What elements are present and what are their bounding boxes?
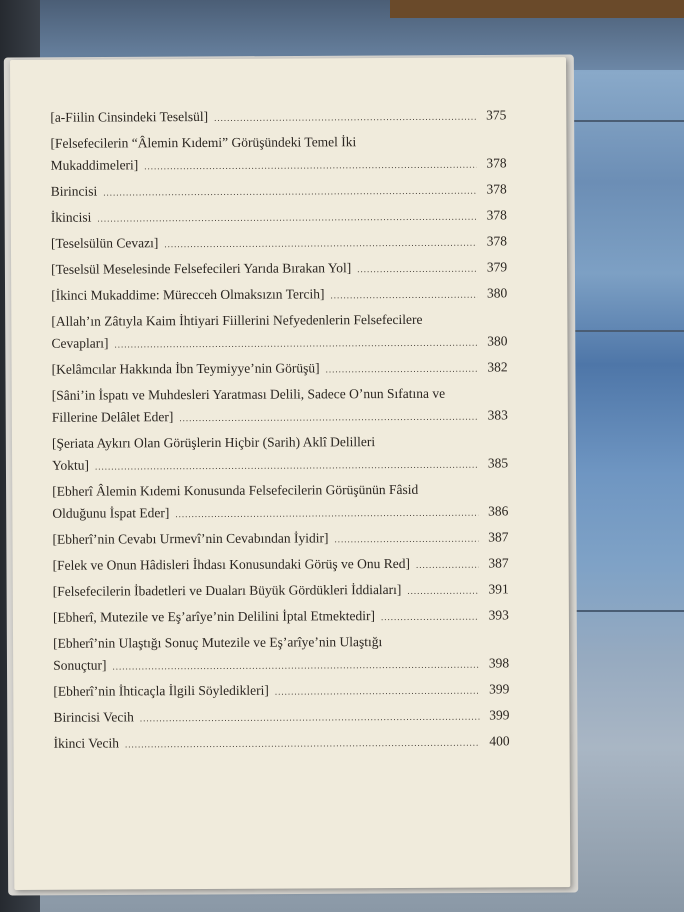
toc-entry-title: İkincisi: [50, 209, 92, 225]
dot-leader: [97, 212, 477, 224]
toc-entry-line: [52, 503, 508, 531]
toc-entry-title: Cevapları]: [51, 335, 109, 351]
dot-leader: [407, 586, 478, 596]
toc-entry: [51, 207, 507, 235]
toc-entry: [52, 481, 508, 531]
toc-entry-title: Olduğunu İspat Eder]: [52, 505, 170, 521]
toc-entry: [54, 733, 510, 761]
dot-leader: [326, 364, 478, 375]
toc-entry-line: [51, 333, 507, 361]
toc-entry-line: [53, 681, 509, 709]
toc-entry-title: Mukaddimeleri]: [50, 157, 139, 173]
toc-entry: [51, 285, 507, 313]
toc-entry-title: [Ebherî’nin İhticaçla İlgili Söyledikleri]: [53, 682, 269, 699]
dot-leader: [416, 560, 479, 570]
toc-entry-title: [Teselsülün Cevazı]: [50, 235, 159, 251]
toc-page-number: 378: [486, 207, 507, 223]
toc-entry-title: Sonuçtur]: [53, 657, 107, 673]
toc-page-number: 375: [486, 107, 507, 123]
toc-entry-title: [Ebherî’nin Cevabı Urmevî’nin Cevabından İyidir]: [52, 530, 329, 547]
toc-page-number: 385: [487, 455, 509, 471]
toc-page-number: 380: [486, 285, 508, 301]
toc-entry-line: [54, 733, 510, 761]
toc-entry: [50, 107, 506, 135]
table-of-contents: [50, 107, 509, 761]
toc-entry-line: [53, 607, 509, 635]
toc-page-number: 398: [488, 655, 510, 671]
toc-page-number: 393: [488, 607, 509, 623]
toc-page-number: 399: [489, 707, 510, 723]
book-page: [10, 57, 570, 890]
plank-seam: [560, 330, 684, 332]
toc-entry-line: [53, 581, 509, 609]
toc-entry-line: [53, 655, 509, 683]
plank-seam: [560, 610, 684, 612]
toc-entry-title-line: [Sâni’in İspatı ve Muhdesleri Yaratması Delili, Sadece O’nun Sıfatına ve: [51, 385, 446, 403]
toc-entry: [51, 259, 507, 287]
toc-entry-title-line: [Ebherî’nin Ulaştığı Sonuç Mutezile ve Eş’arîye’nin Ulaştığı: [53, 634, 383, 651]
toc-page-number: 387: [488, 555, 509, 571]
toc-entry-title: [Felek ve Onun Hâdisleri İhdası Konusundaki Görüş ve Onu Red]: [52, 555, 410, 573]
toc-entry-title-line: [Felsefecilerin “Âlemin Kıdemi” Görüşündeki Temel İki: [50, 134, 357, 151]
dot-leader: [330, 290, 477, 301]
toc-entry: [52, 529, 508, 557]
toc-entry-line: [51, 259, 507, 287]
toc-entry: [53, 707, 509, 735]
toc-entry: [51, 311, 507, 361]
dot-leader: [357, 264, 477, 275]
toc-entry-title: Birincisi: [50, 183, 98, 199]
toc-entry-line: [51, 285, 507, 313]
toc-entry-line: [51, 181, 507, 209]
toc-entry-line: [52, 359, 508, 387]
toc-entry-title-line: [Şeriata Aykırı Olan Görüşlerin Hiçbir (Sarih) Aklî Delilleri: [51, 434, 376, 451]
toc-page-number: 391: [488, 581, 509, 597]
toc-entry-line: [52, 529, 508, 557]
toc-entry-line: [53, 555, 509, 583]
toc-entry: [53, 555, 509, 583]
toc-entry-line: [52, 407, 508, 435]
dot-leader: [175, 508, 478, 520]
dot-leader: [125, 738, 480, 750]
toc-page-number: 387: [488, 529, 509, 545]
dot-leader: [214, 112, 476, 123]
toc-page-number: 378: [486, 155, 507, 171]
toc-entry: [52, 359, 508, 387]
dot-leader: [164, 238, 477, 250]
toc-entry-title: Fillerine Delâlet Eder]: [51, 409, 174, 425]
toc-entry-line: [53, 707, 509, 735]
toc-entry-title-line: [Allah’ın Zâtıyla Kaim İhtiyari Fiillerini Nefyedenlerin Felsefecilere: [51, 311, 423, 329]
toc-page-number: 380: [487, 333, 508, 349]
dot-leader: [114, 338, 477, 350]
toc-entry: [52, 385, 508, 435]
toc-entry-title: [Ebherî, Mutezile ve Eş’arîye’nin Delilini İptal Etmektedir]: [52, 608, 375, 625]
toc-entry-title: [İkinci Mukaddime: Mürecceh Olmaksızın Tercih]: [51, 286, 325, 303]
toc-entry-title: [Teselsül Meselesinde Felsefecileri Yarıda Bırakan Yol]: [51, 260, 352, 277]
toc-entry: [53, 681, 509, 709]
toc-entry-title: [a-Fiilin Cinsindeki Teselsül]: [50, 108, 209, 125]
toc-page-number: 379: [486, 259, 508, 275]
toc-page-number: 386: [488, 503, 509, 519]
toc-entry: [53, 633, 509, 683]
dot-leader: [95, 460, 478, 472]
toc-entry-line: [51, 233, 507, 261]
dot-leader: [334, 534, 478, 545]
toc-entry-line: [50, 107, 506, 135]
toc-entry-title: İkinci Vecih: [53, 735, 119, 751]
toc-page-number: 400: [489, 733, 510, 749]
toc-entry-line: [51, 155, 507, 183]
toc-entry: [51, 181, 507, 209]
toc-entry-title: Birincisi Vecih: [53, 709, 134, 725]
dot-leader: [381, 612, 479, 623]
dot-leader: [112, 660, 479, 672]
toc-entry: [52, 433, 508, 483]
toc-entry: [53, 581, 509, 609]
toc-entry-title: [Kelâmcılar Hakkında İbn Teymiyye’nin Görüşü]: [51, 360, 320, 377]
toc-page-number: 383: [487, 407, 508, 423]
toc-entry-title: Yoktu]: [52, 457, 90, 473]
toc-entry: [50, 133, 506, 183]
dot-leader: [179, 412, 478, 424]
dot-leader: [140, 712, 480, 724]
toc-page-number: 378: [486, 233, 507, 249]
toc-page-number: 382: [487, 359, 508, 375]
dot-leader: [275, 686, 479, 697]
toc-entry-line: [52, 455, 508, 483]
toc-page-number: 399: [489, 681, 510, 697]
dot-leader: [103, 186, 477, 198]
toc-entry-line: [51, 207, 507, 235]
dot-leader: [144, 160, 476, 172]
toc-page-number: 378: [486, 181, 507, 197]
toc-entry: [51, 233, 507, 261]
plank-seam: [560, 120, 684, 122]
toc-entry-title: [Felsefecilerin İbadetleri ve Duaları Büyük Gördükleri İddiaları]: [52, 581, 402, 599]
toc-entry-title-line: [Ebherî Âlemin Kıdemi Konusunda Felsefecilerin Görüşünün Fâsid: [52, 481, 419, 499]
toc-entry: [53, 607, 509, 635]
wood-edge: [390, 0, 684, 18]
